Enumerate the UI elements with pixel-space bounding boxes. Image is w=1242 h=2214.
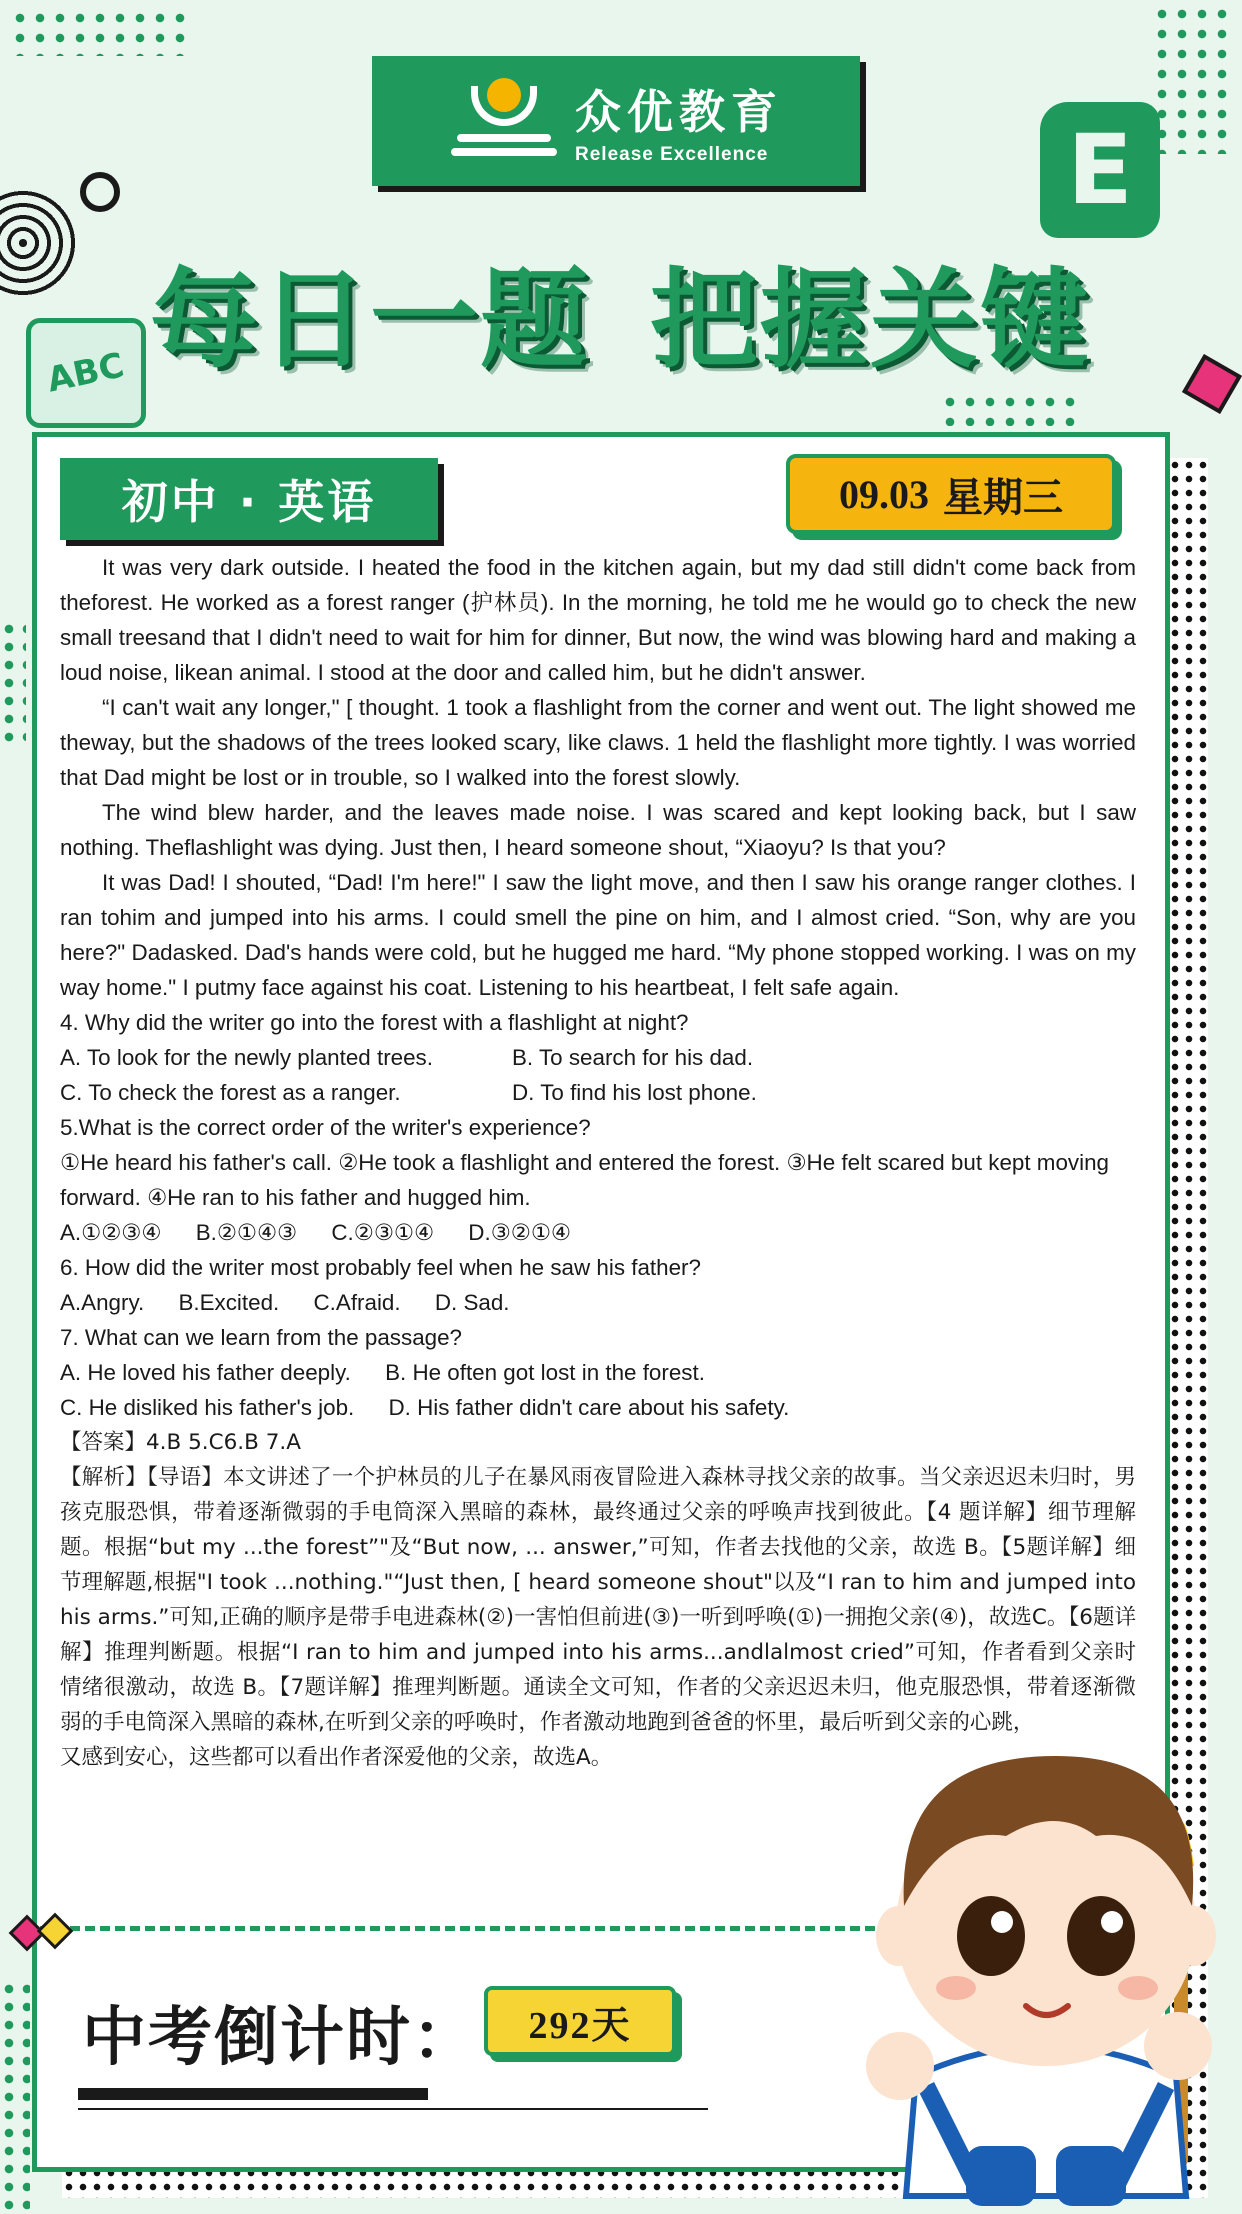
option-c: C. He disliked his father's job. bbox=[60, 1395, 355, 1420]
question-content bbox=[60, 550, 1136, 1775]
option-c: C.②③①④ bbox=[331, 1220, 435, 1245]
underline-bar bbox=[78, 2088, 428, 2100]
option-row bbox=[60, 1355, 1136, 1390]
date-badge bbox=[786, 454, 1116, 534]
gems-icon bbox=[8, 1914, 78, 1950]
option-a: A. He loved his father deeply. bbox=[60, 1360, 351, 1385]
option-a: A. To look for the newly planted trees. bbox=[60, 1045, 433, 1070]
option-d: D.③②①④ bbox=[468, 1220, 571, 1245]
slogan bbox=[150, 240, 1090, 383]
option-a: A.Angry. bbox=[60, 1290, 145, 1315]
abc-book-icon bbox=[26, 318, 146, 428]
passage-paragraph: It was very dark outside. I heated the food in the kitchen again, but my dad still didn't come back from theforest. He worked as a forest ranger (护林员). In the morning, he told me he would go to check the new small treesand that I didn't need to wait for him for dinner, But now, the wind was blowing hard and making a loud noise, likean animal. I stood at the door and called him, but he didn't answer. bbox=[60, 555, 1136, 685]
logo-icon bbox=[449, 78, 559, 164]
question-stem: 5.What is the correct order of the writer's experience? bbox=[60, 1115, 591, 1140]
option-row bbox=[60, 1285, 1136, 1320]
option-row bbox=[60, 1390, 1136, 1425]
brand-name-en: Release Excellence bbox=[575, 144, 769, 165]
option-b: B. He often got lost in the forest. bbox=[385, 1360, 705, 1385]
decor-dots-bottom-left bbox=[0, 1980, 30, 2210]
boy-mascot-icon bbox=[856, 1716, 1236, 2214]
decor-dots-middle bbox=[940, 392, 1080, 426]
concentric-rings-icon bbox=[0, 190, 76, 296]
option-row bbox=[60, 1075, 1136, 1110]
underline-thin bbox=[78, 2108, 708, 2110]
slogan-part-1: 每日一题 bbox=[150, 257, 591, 383]
passage-paragraph: The wind blew harder, and the leaves made noise. I was scared and kept looking back, but I saw nothing. Theflashlight was dying. Just then, I heard someone shout, “Xiaoyu? Is that you? bbox=[60, 800, 1136, 860]
option-a: A.①②③④ bbox=[60, 1220, 162, 1245]
question-stem: 4. Why did the writer go into the forest with a flashlight at night? bbox=[60, 1010, 689, 1035]
decor-dots-top-left bbox=[10, 8, 190, 56]
letter-e-mascot-icon: E bbox=[1040, 102, 1160, 238]
passage-paragraph: “I can't wait any longer," [ thought. 1 took a flashlight from the corner and went out. The light showed me theway, but the shadows of the trees looked scary, like claws. 1 held the flashlight more tightly. I was worried that Dad might be lost or in trouble, so I walked into the forest slowly. bbox=[60, 695, 1136, 790]
option-c: C.Afraid. bbox=[313, 1290, 401, 1315]
date-weekday: 星期三 bbox=[943, 474, 1063, 520]
option-b: B. To search for his dad. bbox=[512, 1045, 754, 1070]
question-stem: 6. How did the writer most probably feel when he saw his father? bbox=[60, 1255, 701, 1280]
option-d: D. Sad. bbox=[434, 1290, 510, 1315]
subject-tag: 初中 · 英语 bbox=[60, 458, 438, 540]
question-stem: 7. What can we learn from the passage? bbox=[60, 1325, 463, 1350]
passage-paragraph: It was Dad! I shouted, “Dad! I'm here!" I saw the light move, and then I saw his orange ranger clothes. I ran tohim and jumped into his arms. I could smell the pine on him, and I almost cried. “Son, why are you here?" Dadasked. Dad's hands were cold, but he hugged me hard. “My phone stopped working. I was on my way home." I putmy face against his coat. Listening to his heartbeat, I felt safe again. bbox=[60, 870, 1136, 1000]
countdown-label: 中考倒计时： bbox=[82, 2001, 478, 2075]
analysis-text: 【解析】【导语】本文讲述了一个护林员的儿子在暴风雨夜冒险进入森林寻找父亲的故事。当父亲迟迟未归时，男孩克服恐惧，带着逐渐微弱的手电筒深入黑暗的森林，最终通过父亲的呼唤声找到彼此。【4 题详解】细节理解题。根据“but my ...the forest”"及“But now, ... answer,”可知，作者去找他的父亲，故选 B。【5题详解】细节理解题,根据"I took ...nothing."“Just then, [ heard someone shout"以及“I ran to him and jumped into his arms.”可知,正确的顺序是带手电进森林(②)一害怕但前进(③)一听到呼唤(①)一拥抱父亲(④)，故选C。【6题详解】推理判断题。根据“I ran to him and jumped into his arms...andlalmost cried”可知，作者看到父亲时情绪很激动，故选 B。【7题详解】推理判断题。通读全文可知，作者的父亲迟迟未归，他克服恐惧，带着逐渐微弱的手电筒深入黑暗的森林,在听到父亲的呼唤时，作者激动地跑到爸爸的怀里，最后听到父亲的心跳， bbox=[60, 1465, 1136, 1735]
decor-dots-top-right bbox=[1152, 4, 1232, 154]
slogan-part-2: 把握关键 bbox=[649, 257, 1090, 383]
answer-line: 【答案】4.B 5.C6.B 7.A bbox=[60, 1430, 301, 1455]
brand-logo bbox=[372, 56, 860, 186]
countdown-days: 292天 bbox=[484, 1986, 676, 2056]
brand-name-cn: 众优教育 bbox=[575, 85, 783, 139]
ring-icon bbox=[80, 172, 120, 212]
option-b: B.Excited. bbox=[178, 1290, 280, 1315]
option-d: D. To find his lost phone. bbox=[512, 1080, 757, 1105]
option-row bbox=[60, 1040, 1136, 1075]
option-b: B.②①④③ bbox=[195, 1220, 298, 1245]
option-d: D. His father didn't care about his safety. bbox=[388, 1395, 790, 1420]
decor-dots-left bbox=[0, 620, 26, 750]
analysis-text-end: 又感到安心，这些都可以看出作者深爱他的父亲，故选A。 bbox=[60, 1745, 613, 1770]
abc-text: ABC bbox=[44, 345, 128, 401]
option-c: C. To check the forest as a ranger. bbox=[60, 1080, 401, 1105]
option-row bbox=[60, 1215, 1136, 1250]
cube-icon bbox=[1182, 354, 1242, 414]
date-day: 09.03 bbox=[839, 471, 929, 517]
question-events: ①He heard his father's call. ②He took a flashlight and entered the forest. ③He felt scared but kept moving forward. ④He ran to his father and hugged him. bbox=[60, 1150, 1109, 1210]
